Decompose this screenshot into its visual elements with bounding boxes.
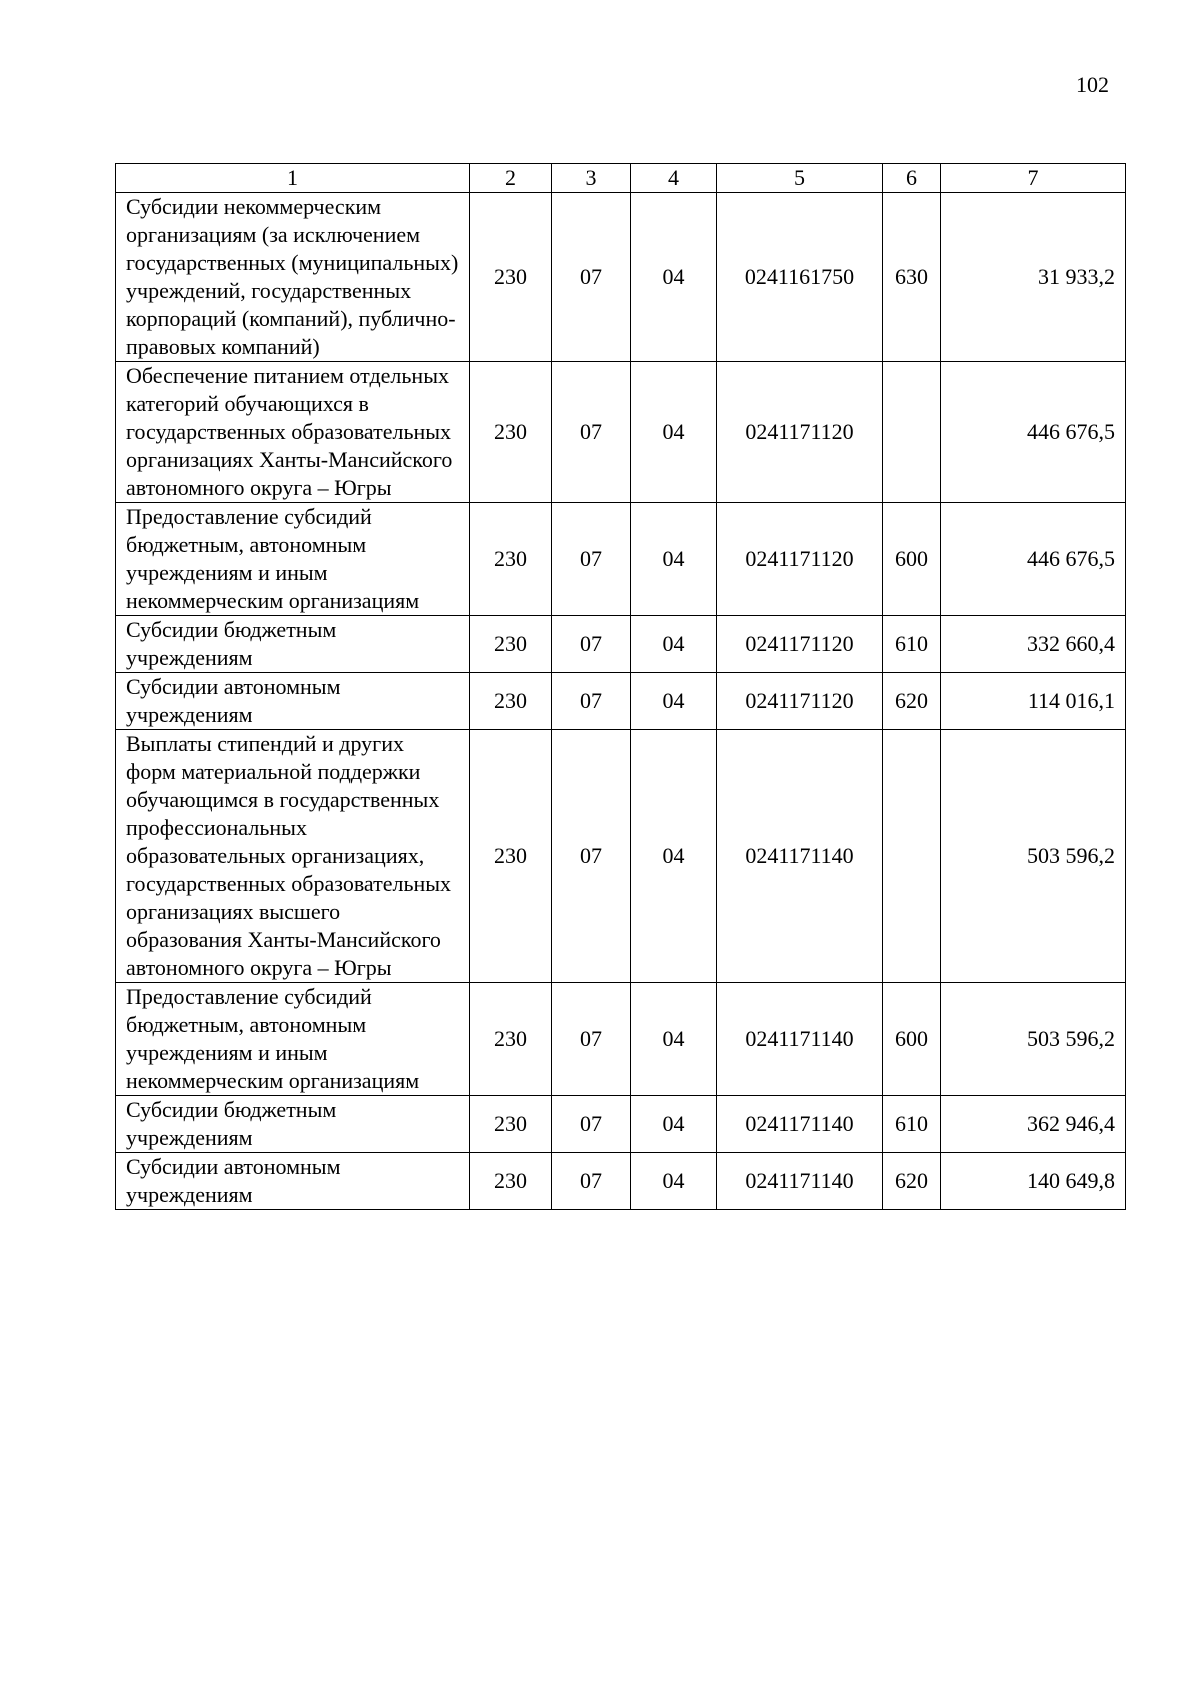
column-header: 3	[552, 164, 631, 193]
admin-code: 230	[470, 983, 552, 1096]
table-row	[116, 730, 1126, 983]
admin-code: 230	[470, 503, 552, 616]
section-code: 07	[552, 1153, 631, 1210]
page-number: 102	[1076, 72, 1109, 97]
expense-type-code: 610	[883, 616, 941, 673]
column-header: 5	[717, 164, 883, 193]
section-code: 07	[552, 616, 631, 673]
section-code: 07	[552, 673, 631, 730]
expense-type-code	[883, 362, 941, 503]
row-description: Субсидии автономным учреждениям	[116, 1153, 470, 1210]
section-code: 07	[552, 983, 631, 1096]
admin-code: 230	[470, 616, 552, 673]
row-description: Субсидии автономным учреждениям	[116, 673, 470, 730]
subsection-code: 04	[631, 730, 717, 983]
subsection-code: 04	[631, 503, 717, 616]
table-row	[116, 673, 1126, 730]
expense-type-code: 600	[883, 983, 941, 1096]
expense-type-code: 620	[883, 1153, 941, 1210]
expense-type-code: 610	[883, 1096, 941, 1153]
table-row	[116, 1153, 1126, 1210]
amount: 503 596,2	[941, 983, 1126, 1096]
table-header-row	[116, 164, 1126, 193]
column-header: 2	[470, 164, 552, 193]
row-description: Выплаты стипендий и других форм материальной поддержки обучающимся в государственных профессиональных образовательных организациях, государственных образовательных организациях высшего образования Ханты-Мансийского автономного округа – Югры	[116, 730, 470, 983]
row-description: Обеспечение питанием отдельных категорий обучающихся в государственных образовательных организациях Ханты-Мансийского автономного округа – Югры	[116, 362, 470, 503]
table-row	[116, 616, 1126, 673]
subsection-code: 04	[631, 193, 717, 362]
target-article-code: 0241171140	[717, 983, 883, 1096]
amount: 31 933,2	[941, 193, 1126, 362]
subsection-code: 04	[631, 983, 717, 1096]
table-row	[116, 362, 1126, 503]
admin-code: 230	[470, 193, 552, 362]
target-article-code: 0241171140	[717, 1096, 883, 1153]
subsection-code: 04	[631, 1096, 717, 1153]
admin-code: 230	[470, 1153, 552, 1210]
expense-type-code: 620	[883, 673, 941, 730]
row-description: Субсидии некоммерческим организациям (за исключением государственных (муниципальных) учреждений, государственных корпораций (компаний), публично-правовых компаний)	[116, 193, 470, 362]
target-article-code: 0241171120	[717, 362, 883, 503]
expense-type-code: 600	[883, 503, 941, 616]
amount: 446 676,5	[941, 503, 1126, 616]
amount: 446 676,5	[941, 362, 1126, 503]
column-header: 7	[941, 164, 1126, 193]
subsection-code: 04	[631, 362, 717, 503]
amount: 332 660,4	[941, 616, 1126, 673]
column-header: 1	[116, 164, 470, 193]
target-article-code: 0241171120	[717, 616, 883, 673]
target-article-code: 0241161750	[717, 193, 883, 362]
table-row	[116, 983, 1126, 1096]
admin-code: 230	[470, 1096, 552, 1153]
row-description: Субсидии бюджетным учреждениям	[116, 616, 470, 673]
amount: 114 016,1	[941, 673, 1126, 730]
admin-code: 230	[470, 730, 552, 983]
table-row	[116, 503, 1126, 616]
subsection-code: 04	[631, 616, 717, 673]
subsection-code: 04	[631, 673, 717, 730]
target-article-code: 0241171120	[717, 503, 883, 616]
row-description: Предоставление субсидий бюджетным, автономным учреждениям и иным некоммерческим организациям	[116, 503, 470, 616]
section-code: 07	[552, 193, 631, 362]
target-article-code: 0241171120	[717, 673, 883, 730]
section-code: 07	[552, 503, 631, 616]
table-row	[116, 1096, 1126, 1153]
target-article-code: 0241171140	[717, 730, 883, 983]
section-code: 07	[552, 362, 631, 503]
column-header: 6	[883, 164, 941, 193]
expense-type-code: 630	[883, 193, 941, 362]
expense-type-code	[883, 730, 941, 983]
budget-table	[115, 163, 1126, 1210]
amount: 140 649,8	[941, 1153, 1126, 1210]
admin-code: 230	[470, 673, 552, 730]
target-article-code: 0241171140	[717, 1153, 883, 1210]
column-header: 4	[631, 164, 717, 193]
amount: 362 946,4	[941, 1096, 1126, 1153]
subsection-code: 04	[631, 1153, 717, 1210]
row-description: Субсидии бюджетным учреждениям	[116, 1096, 470, 1153]
row-description: Предоставление субсидий бюджетным, автономным учреждениям и иным некоммерческим организациям	[116, 983, 470, 1096]
amount: 503 596,2	[941, 730, 1126, 983]
section-code: 07	[552, 1096, 631, 1153]
section-code: 07	[552, 730, 631, 983]
table-row	[116, 193, 1126, 362]
admin-code: 230	[470, 362, 552, 503]
